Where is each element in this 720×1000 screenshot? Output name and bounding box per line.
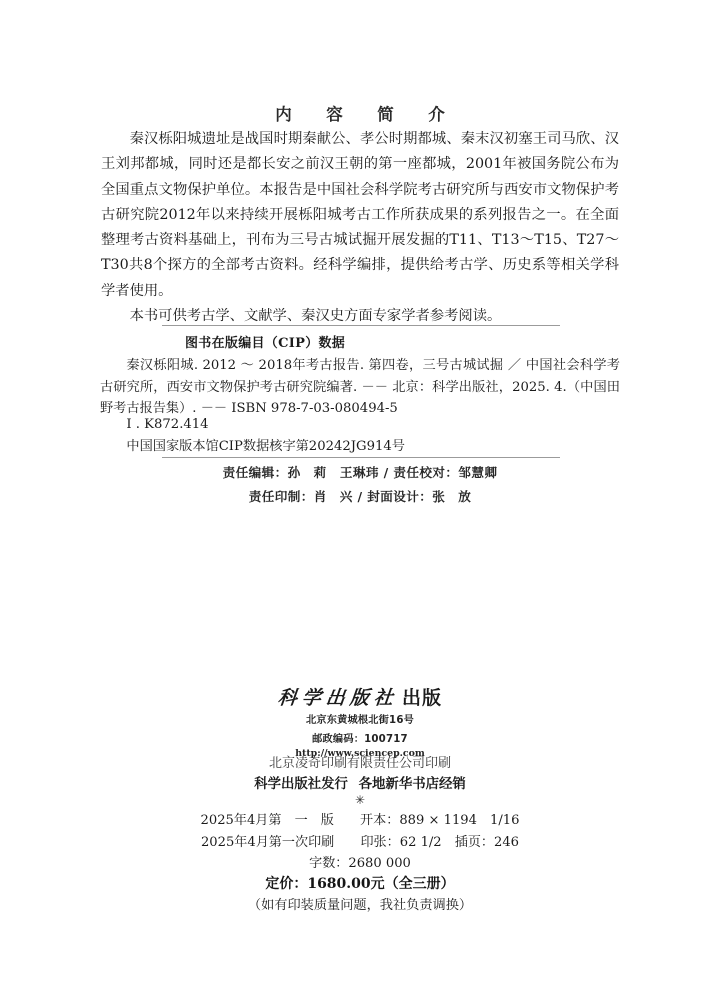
publisher-postcode: 邮政编码：100717 — [312, 733, 408, 745]
responsible-editor-1: 孙 莉 — [287, 465, 327, 480]
price-volumes: （全三册） — [384, 876, 455, 892]
cip-number: 中国国家版本馆CIP数据核字第20242JG914号 — [126, 438, 405, 454]
production-editor-name: 肖 兴 — [313, 489, 353, 504]
cip-entry-text: 秦汉栎阳城. 2012 ～ 2018年考古报告. 第四卷，三号古城试掘 ／ 中国社会科学考古研究所，西安市文物保护考古研究院编著. －－ 北京：科学出版社，2025. 4.（中国田野考古报告集）. －－ ISBN 978-7-03-080494-5 — [100, 358, 620, 416]
quality-notice: （如有印装质量问题，我社负责调换） — [247, 898, 473, 913]
summary-paragraph-1: 秦汉栎阳城遗址是战国时期秦献公、孝公时期都城、秦末汉初塞王司马欣、汉王刘邦都城，同时还是都长安之前汉王朝的第一座都城，2001年被国务院公布为全国重点文物保护单位。本报告是中国社会科学院考古研究所与西安市文物保护考古研究院2012年以来持续开展栎阳城考古工作所获成果的系列报告之一。在全面整理考古资料基础上，刊布为三号古城试掘开展发掘的T11、T13～T15、T27～T30共8个探方的全部考古资料。经科学编排，提供给考古学、历史系等相关学科学者使用。 — [101, 131, 619, 299]
proofreader-name: 邹慧卿 — [458, 465, 498, 480]
publisher-imprint — [0, 683, 720, 761]
divider-above-cip — [162, 325, 560, 326]
summary-paragraph-2: 本书可供考古学、文献学、秦汉史方面专家学者参考阅读。 — [129, 308, 502, 325]
content-summary-body — [101, 127, 619, 329]
cip-extra-block — [100, 414, 620, 457]
cover-designer-label: 封面设计： — [367, 489, 433, 504]
content-summary-title: 内 容 简 介 — [275, 105, 454, 124]
publisher-address: 北京东黄城根北街16号 — [305, 715, 415, 726]
credits-line-production: 责任印制：肖 兴 / 封面设计：张 放 — [248, 489, 472, 504]
edition-specs — [0, 810, 720, 875]
price-unit: 元 — [370, 876, 385, 892]
proofreader-label: 责任校对： — [393, 465, 459, 480]
distribution-line — [0, 774, 720, 795]
credits-line-editors: 责任编辑：孙 莉 王琳玮 / 责任校对：邹慧卿 — [222, 465, 498, 480]
divider-below-cip — [162, 457, 560, 458]
wordcount-line: 字数：2680 000 — [309, 856, 411, 871]
price-line — [0, 873, 720, 895]
publisher-publish-word: 出版 — [402, 687, 443, 709]
price-label: 定价： — [265, 876, 308, 892]
retailer-name: 各地新华书店经销 — [358, 776, 466, 792]
cip-classification: Ⅰ . K872.414 — [126, 417, 209, 432]
printing-company: 北京凌奇印刷有限责任公司印刷 — [268, 756, 451, 771]
asterisk-ornament: ✳ — [354, 793, 366, 807]
impression-line: 2025年4月第一次印刷 印张：62 1/2 插页：246 — [200, 834, 520, 850]
cip-heading: 图书在版编目（CIP）数据 — [185, 336, 346, 351]
publisher-logo — [277, 683, 444, 710]
distributor-name: 科学出版社发行 — [254, 776, 348, 792]
publisher-website[interactable]: http://www.sciencep.com — [295, 748, 425, 759]
responsible-editor-label: 责任编辑： — [222, 465, 288, 480]
cover-designer-name: 张 放 — [432, 489, 472, 504]
price-amount: 1680.00 — [307, 876, 371, 892]
publisher-name: 科学出版社 — [276, 687, 399, 709]
edition-line: 2025年4月第 一 版 开本：889 × 1194 1/16 — [200, 813, 520, 828]
cip-entry-block — [100, 355, 620, 420]
staff-credits — [0, 461, 720, 509]
responsible-editor-2: 王琳玮 — [339, 465, 379, 480]
production-editor-label: 责任印制： — [248, 489, 314, 504]
